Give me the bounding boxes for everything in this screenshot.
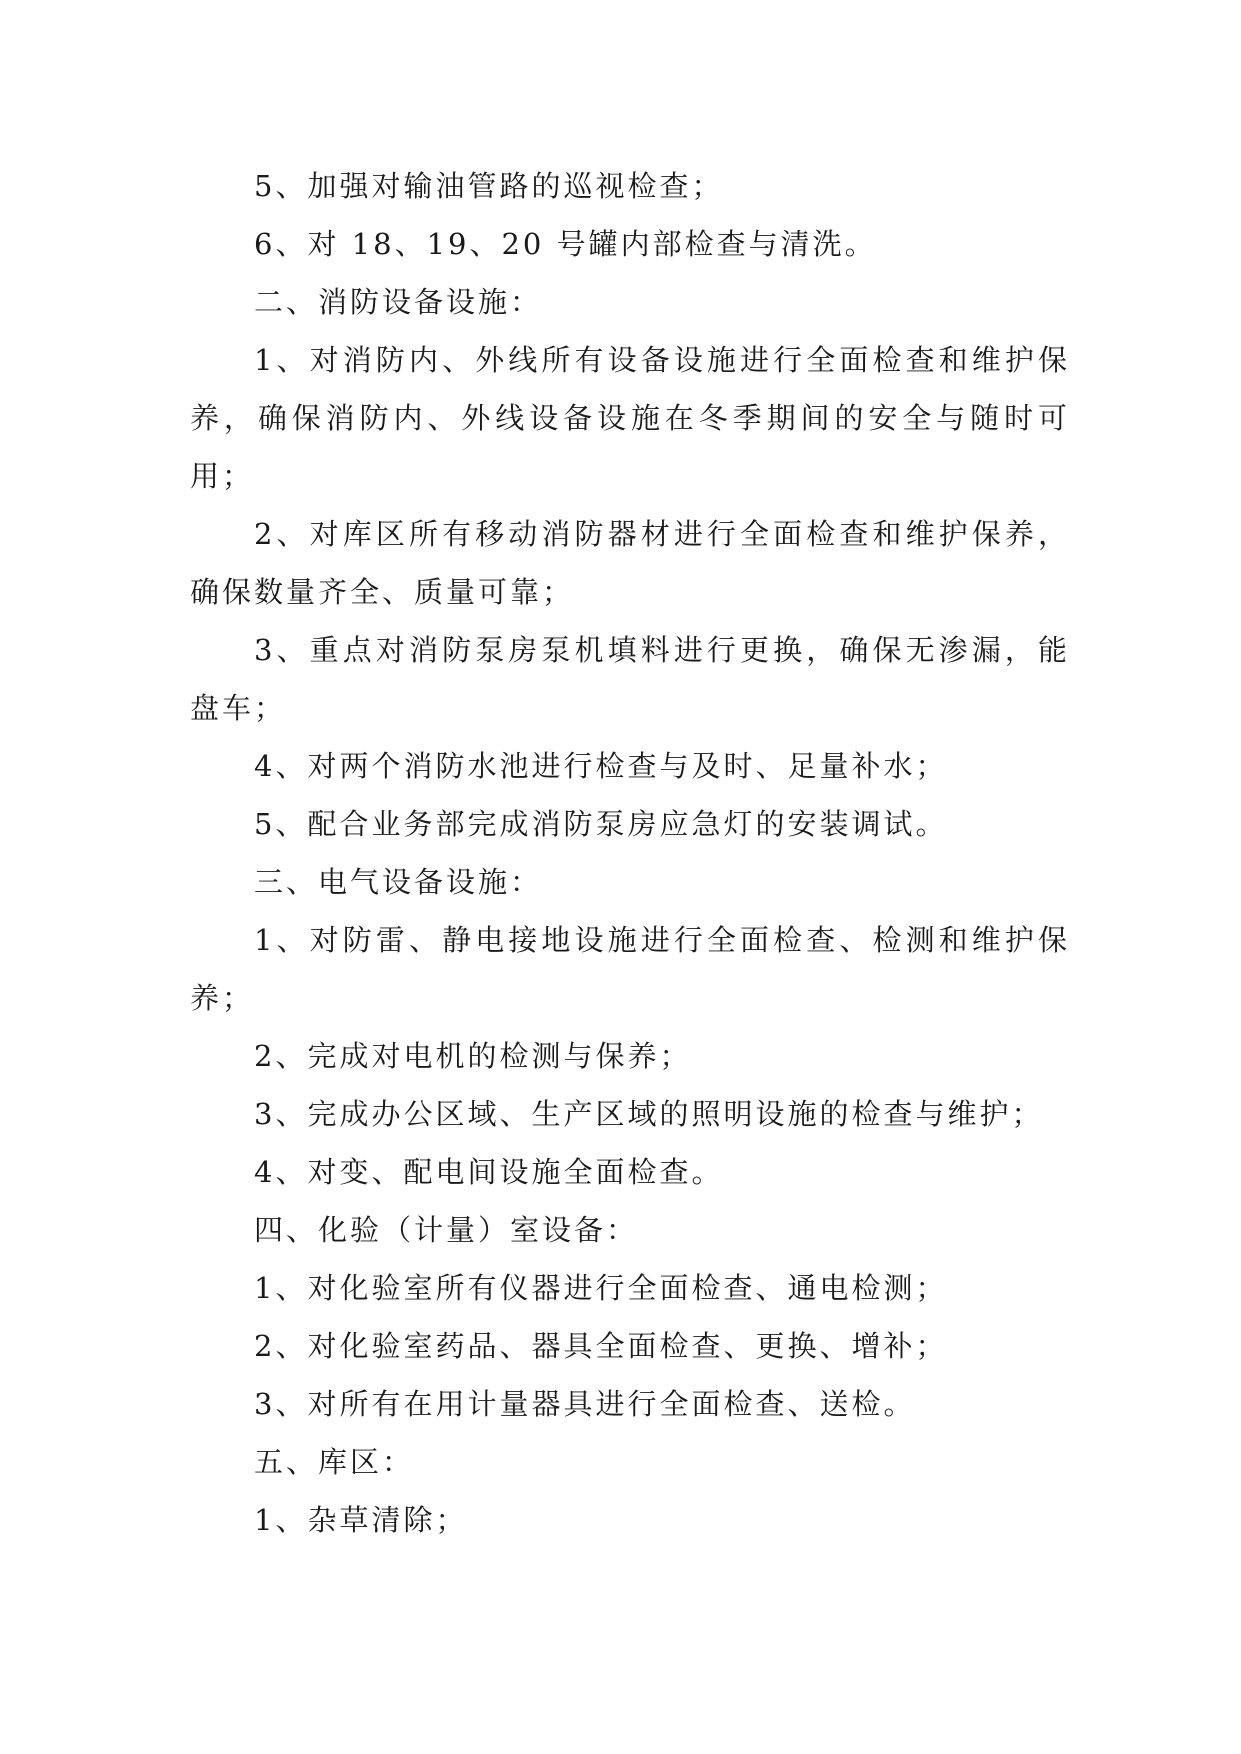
paragraph-lightning-grounding: 1、对防雷、静电接地设施进行全面检查、检测和维护保养； — [190, 923, 1070, 1015]
paragraph-lab-instruments: 1、对化验室所有仪器进行全面检查、通电检测； — [254, 1271, 948, 1305]
paragraph-substation-inspection: 4、对变、配电间设施全面检查。 — [254, 1155, 724, 1189]
paragraph-pipeline-inspection: 5、加强对输油管路的巡视检查； — [254, 169, 724, 203]
section-heading-depot-area: 五、库区： — [254, 1445, 415, 1479]
paragraph-fire-lines-maintenance: 1、对消防内、外线所有设备设施进行全面检查和维护保养，确保消防内、外线设备设施在冬季期间的安全与随时可用； — [190, 343, 1070, 493]
paragraph-lab-chemicals: 2、对化验室药品、器具全面检查、更换、增补； — [254, 1329, 948, 1363]
paragraph-lighting-facilities: 3、完成办公区域、生产区域的照明设施的检查与维护； — [254, 1097, 1044, 1131]
section-heading-electrical-equipment: 三、电气设备设施： — [254, 865, 543, 899]
paragraph-mobile-fire-equipment: 2、对库区所有移动消防器材进行全面检查和维护保养，确保数量齐全、质量可靠； — [190, 517, 1070, 609]
paragraph-measuring-instruments: 3、对所有在用计量器具进行全面检查、送检。 — [254, 1387, 916, 1421]
paragraph-fire-pump-packing: 3、重点对消防泵房泵机填料进行更换，确保无渗漏，能盘车； — [190, 633, 1070, 725]
paragraph-fire-water-pools: 4、对两个消防水池进行检查与及时、足量补水； — [254, 749, 948, 783]
paragraph-weed-removal: 1、杂草清除； — [254, 1503, 468, 1537]
document-body — [190, 157, 1070, 1549]
section-heading-lab-equipment: 四、化验（计量）室设备： — [254, 1213, 639, 1247]
paragraph-tank-cleaning: 6、对 18、19、20 号罐内部检查与清洗。 — [254, 227, 877, 261]
paragraph-motor-maintenance: 2、完成对电机的检测与保养； — [254, 1039, 692, 1073]
paragraph-emergency-lights: 5、配合业务部完成消防泵房应急灯的安装调试。 — [254, 807, 948, 841]
section-heading-fire-equipment: 二、消防设备设施： — [254, 285, 543, 319]
